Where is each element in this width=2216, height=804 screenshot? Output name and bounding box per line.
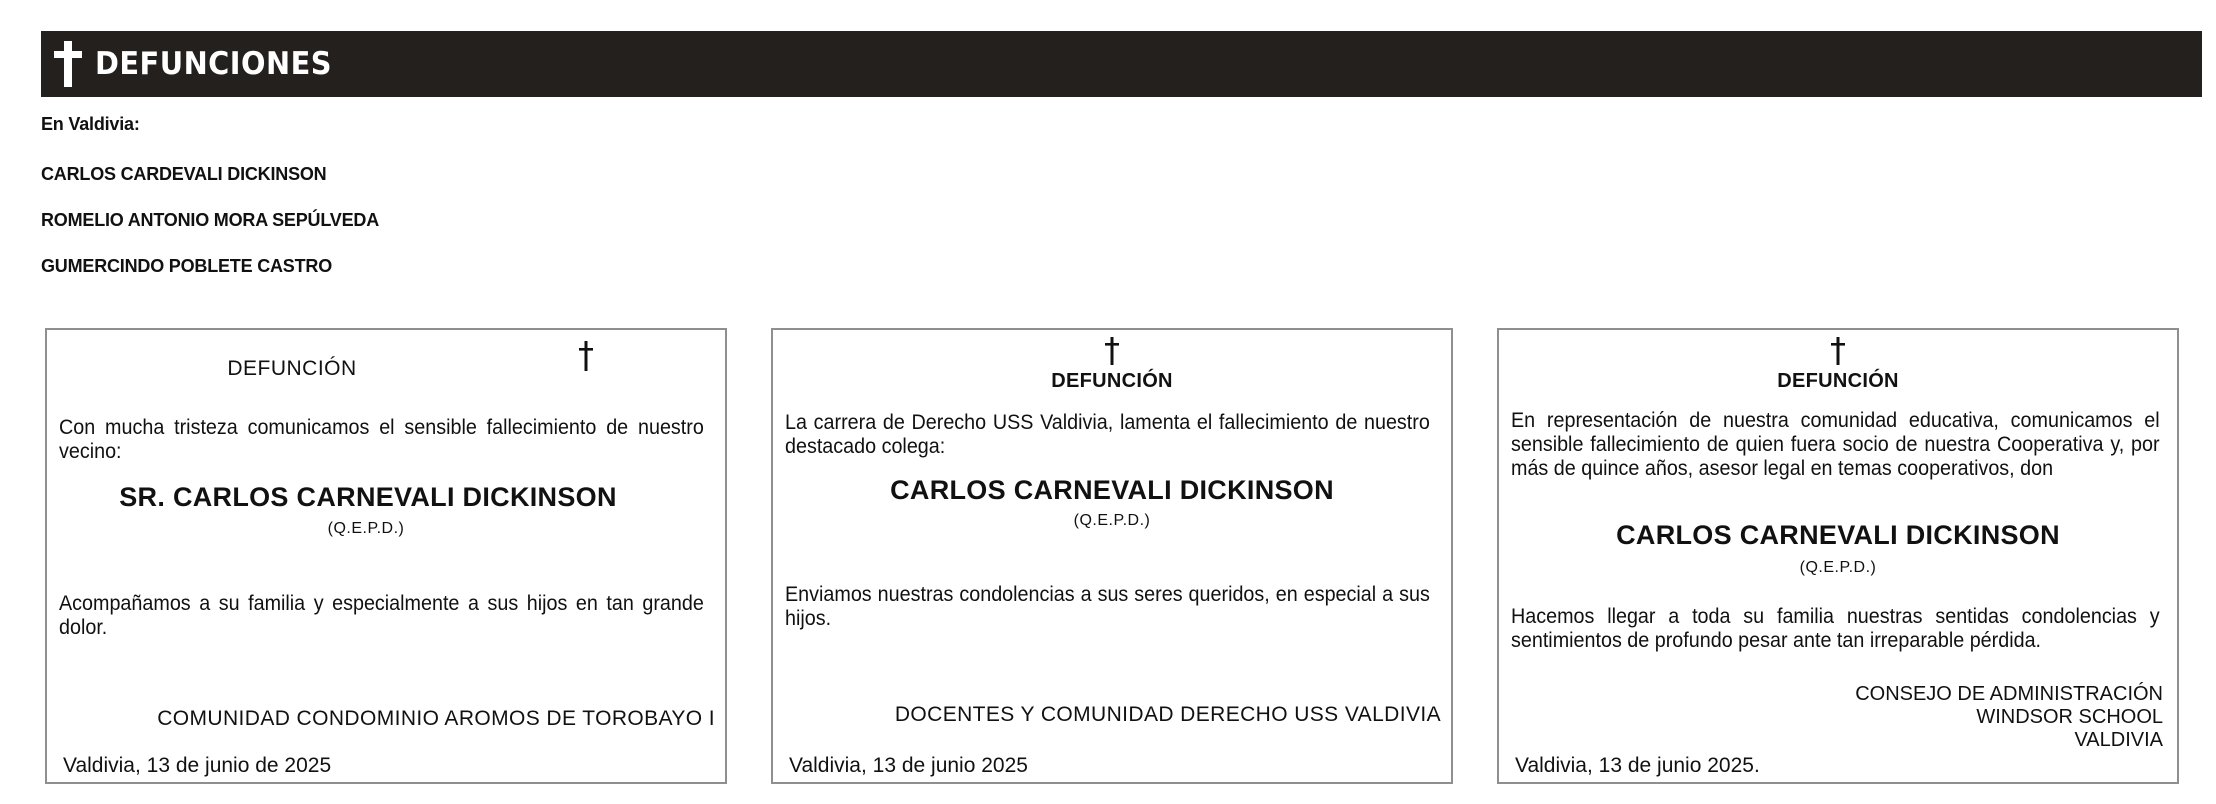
cross-wrap — [1499, 336, 2177, 371]
section-banner — [41, 31, 2202, 97]
notice-heading: DEFUNCIÓN — [1051, 370, 1173, 392]
signature-line: CONSEJO DE ADMINISTRACIÓN — [1855, 683, 2163, 705]
list-item: ROMELIO ANTONIO MORA SEPÚLVEDA — [41, 210, 380, 230]
notice-intro: Con mucha tristeza comunicamos el sensible fallecimiento de nuestro vecino: — [59, 416, 704, 463]
location-label: En Valdivia: — [41, 114, 140, 134]
obituary-notice — [1497, 328, 2179, 784]
cross-icon — [51, 39, 85, 89]
notice-message: Acompañamos a su familia y especialmente a sus hijos en tan grande dolor. — [59, 592, 704, 639]
notice-message: Enviamos nuestras condolencias a sus seres queridos, en especial a sus hijos. — [785, 583, 1430, 630]
list-item: CARLOS CARDEVALI DICKINSON — [41, 164, 327, 184]
cross-icon — [1103, 336, 1121, 366]
notice-date: Valdivia, 13 de junio de 2025 — [63, 754, 332, 777]
notice-signature: COMUNIDAD CONDOMINIO AROMOS DE TOROBAYO I — [157, 707, 715, 730]
deceased-name: CARLOS CARNEVALI DICKINSON — [890, 475, 1334, 505]
section-title: DEFUNCIONES — [95, 46, 332, 82]
notice-message: Hacemos llegar a toda su familia nuestras sentidas condolencias y sentimientos de profundo pesar ante tan irreparable pérdida. — [1511, 605, 2160, 652]
deceased-name: CARLOS CARNEVALI DICKINSON — [1616, 520, 2060, 550]
list-item: GUMERCINDO POBLETE CASTRO — [41, 256, 333, 276]
notice-intro: En representación de nuestra comunidad educativa, comunicamos el sensible fallecimiento de quien fuera socio de nuestra Cooperativa y, por más de quince años, asesor legal en temas cooperativos, don — [1511, 409, 2160, 480]
deceased-list — [41, 163, 379, 301]
notice-signature — [1855, 683, 2163, 752]
notice-signature: DOCENTES Y COMUNIDAD DERECHO USS VALDIVIA — [894, 703, 1441, 726]
notice-heading: DEFUNCIÓN — [227, 357, 357, 380]
notice-heading: DEFUNCIÓN — [1777, 370, 1899, 392]
signature-line: WINDSOR SCHOOL — [1976, 706, 2163, 728]
cross-icon — [1829, 336, 1847, 366]
qepd-label: (Q.E.P.D.) — [1073, 512, 1151, 529]
notice-date: Valdivia, 13 de junio 2025 — [789, 754, 1028, 777]
qepd-label: (Q.E.P.D.) — [327, 520, 405, 537]
qepd-label: (Q.E.P.D.) — [1799, 559, 1877, 576]
deceased-name: SR. CARLOS CARNEVALI DICKINSON — [119, 482, 617, 512]
cross-icon — [577, 340, 595, 372]
notice-date: Valdivia, 13 de junio 2025. — [1515, 754, 1760, 777]
cross-wrap — [773, 336, 1451, 371]
notice-intro: La carrera de Derecho USS Valdivia, lamenta el fallecimiento de nuestro destacado colega: — [785, 411, 1430, 458]
obituary-notice — [771, 328, 1453, 784]
obituary-notice — [45, 328, 727, 784]
signature-line: VALDIVIA — [2074, 729, 2163, 751]
